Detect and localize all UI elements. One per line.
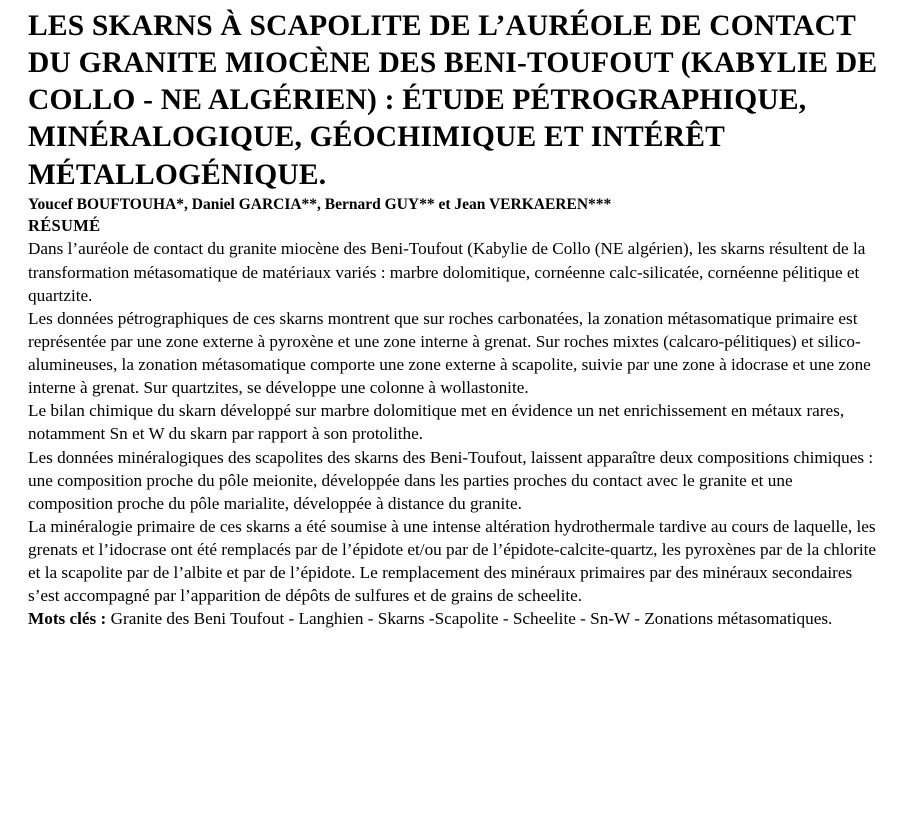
abstract-paragraph: La minéralogie primaire de ces skarns a été soumise à une intense altération hydrothermale tardive au cours de laquelle, les grenats et l’idocrase ont été remplacés par de l’épidote et/ou par de l’épidote-calcite-quartz, les pyroxènes par de la chlorite et la scapolite par de l’albite et par de l’épidote. Le remplacement des minéraux primaires par des minéraux secondaires s’est accompagné par l’apparition de dépôts de sulfures et de grains de scheelite. — [28, 516, 877, 606]
keywords-label: Mots clés : — [28, 609, 107, 629]
abstract-body — [28, 237, 878, 607]
abstract-paragraph: Le bilan chimique du skarn développé sur marbre dolomitique met en évidence un net enrichissement en métaux rares, notamment Sn et W du skarn par rapport à son protolithe. — [28, 401, 845, 444]
abstract-paragraph: Dans l’auréole de contact du granite miocène des Beni-Toufout (Kabylie de Collo (NE algérien), les skarns résultent de la transformation métasomatique de matériaux variés : marbre dolomitique, cornéenne calc-silicatée, cornéenne pélitique et quartzite. — [28, 239, 866, 305]
keywords-line — [28, 607, 878, 630]
keywords-value: Granite des Beni Toufout - Langhien - Skarns -Scapolite - Scheelite - Sn-W - Zonations métasomatiques. — [106, 609, 833, 629]
abstract-paragraph: Les données minéralogiques des scapolites des skarns des Beni-Toufout, laissent apparaître deux compositions chimiques : une composition proche du pôle meionite, développée dans les parties proches du contact avec le granite et une composition proche du pôle marialite, développée à distance du granite. — [28, 447, 874, 513]
author-list: Youcef BOUFTOUHA*, Daniel GARCIA**, Bernard GUY** et Jean VERKAEREN*** — [28, 195, 612, 213]
abstract-heading: RÉSUMÉ — [28, 215, 101, 235]
abstract-paragraph: Les données pétrographiques de ces skarns montrent que sur roches carbonatées, la zonation métasomatique primaire est représentée par une zone externe à pyroxène et une zone interne à grenat. Sur roches mixtes (calcaro-pélitiques) et silico-alumineuses, la zonation métasomatique comporte une zone externe à scapolite, suivie par une zone à idocrase et une zone interne à grenat. Sur quartzites, se développe une colonne à wollastonite. — [28, 308, 871, 398]
page-title: LES SKARNS À SCAPOLITE DE L’AURÉOLE DE CONTACT DU GRANITE MIOCÈNE DES BENI-TOUFOUT (KABYLIE DE COLLO - NE ALGÉRIEN) : ÉTUDE PÉTROGRAPHIQUE, MINÉRALOGIQUE, GÉOCHIMIQUE ET INTÉRÊT MÉTALLOGÉNIQUE. — [28, 10, 878, 191]
